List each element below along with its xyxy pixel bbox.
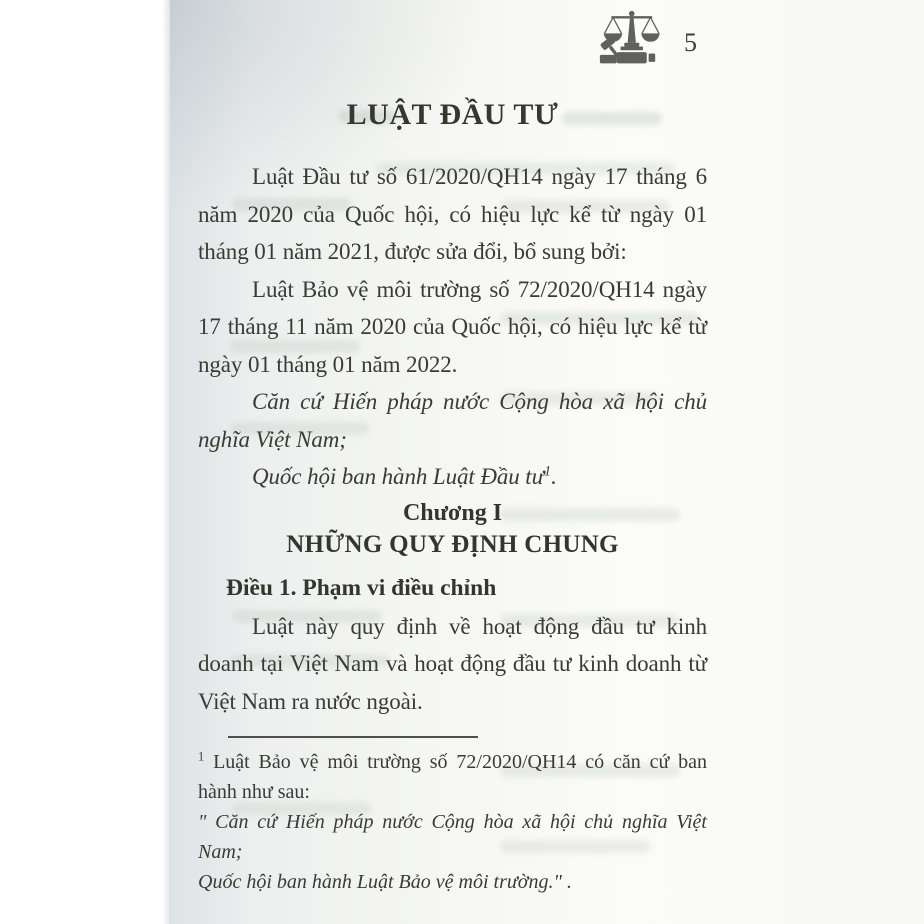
- intro-paragraph-investment-law: Luật Đầu tư số 61/2020/QH14 ngày 17 tháng 6 năm 2020 của Quốc hội, có hiệu lực kể từ ngày 01 tháng 01 năm 2021, được sửa đổi, bổ sung bởi:: [198, 164, 707, 264]
- page-number: 5: [684, 28, 697, 57]
- intro-paragraph-environment-law: Luật Bảo vệ môi trường số 72/2020/QH14 ngày 17 tháng 11 năm 2020 của Quốc hội, có hiệu lực kể từ ngày 01 tháng 01 năm 2022.: [198, 276, 707, 377]
- footnote-text: Luật Bảo vệ môi trường số 72/2020/QH14 có căn cứ ban hành như sau:: [198, 751, 708, 803]
- preamble-constitution-line: Căn cứ Hiến pháp nước Cộng hòa xã hội chủ nghĩa Việt Nam;: [198, 389, 707, 452]
- book-page: [170, 0, 924, 924]
- article-1-body: Luật này quy định về hoạt động đầu tư kinh doanh tại Việt Nam và hoạt động đầu tư kinh doanh từ Việt Nam ra nước ngoài.: [198, 613, 707, 714]
- article-1-heading: Điều 1. Phạm vi điều chỉnh: [226, 574, 497, 601]
- document-title: LUẬT ĐẦU TƯ: [346, 98, 559, 131]
- footnote-marker: 1: [198, 749, 205, 764]
- footnote-quote-constitution: " Căn cứ Hiến pháp nước Cộng hòa xã hội chủ nghĩa Việt Nam;: [198, 811, 707, 863]
- footnote-line: [198, 747, 707, 807]
- page-content: [198, 0, 707, 924]
- footnote-reference-marker: 1: [544, 463, 552, 480]
- chapter-heading: [198, 498, 707, 562]
- enactment-text: Quốc hội ban hành Luật Đầu tư: [252, 464, 545, 489]
- preamble-enactment-line: [198, 458, 707, 496]
- footnote-section: [198, 736, 707, 897]
- chapter-title: NHỮNG QUY ĐỊNH CHUNG: [286, 530, 619, 558]
- footnote-divider: [228, 736, 478, 738]
- footnote-quote-enactment: Quốc hội ban hành Luật Bảo vệ môi trường." .: [198, 871, 572, 893]
- enactment-period: .: [551, 464, 557, 489]
- chapter-number: Chương I: [402, 499, 503, 526]
